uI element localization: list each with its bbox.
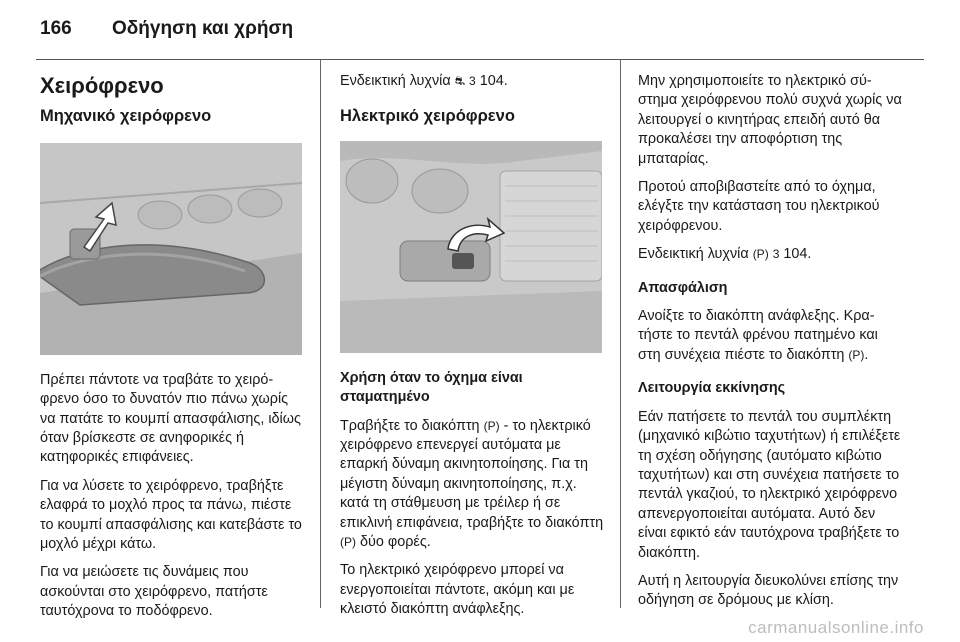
- paragraph: Τραβήξτε το διακόπτη (P) - το ηλεκτρικό χειρόφρενο επενεργεί αυτόματα με επαρκή δύναμη ακινητοποίησης. Για τη μέγιστη δύναμη ακινητοποίησης, π.χ. κατά τη στάθμευση με τρέιλερ ή σε επικλινή επιφάνεια, τραβήξτε το διακόπτη (P) δύο φορές.: [340, 417, 604, 551]
- indicator-lamp-reference: Ενδεικτική λυχνία (P) 3 104.: [638, 246, 812, 263]
- subheading-electric-brake: Ηλεκτρικό χειρόφρενο: [340, 107, 515, 126]
- paragraph: Πρέπει πάντοτε να τραβάτε το χειρόφρενο όσο το δυνατόν πιο πάνω χωρίς να πατάτε το κουμπί απασφάλισης, ιδίως όταν βρίσκεστε σε ανηφορικές ή κατηφορικές επιφάνειες.: [40, 371, 301, 466]
- paragraph: Ανοίξτε το διακόπτη ανάφλεξης. Κρατήστε το πεντάλ φρένου πατημένο και στη συνέχεια πιέστε το διακόπτη (P).: [638, 308, 878, 363]
- brake-lamp-icon: (P): [752, 247, 769, 262]
- column-1: [40, 62, 304, 631]
- column-3: [638, 62, 902, 620]
- paragraph: Προτού αποβιβαστείτε από το όχημα, ελέγξτε την κατάσταση του ηλεκτρικού χειρόφρενου.: [638, 179, 880, 234]
- section-heading-parking-brake: Χειρόφρενο: [40, 73, 164, 98]
- brake-switch-icon: (P): [340, 535, 356, 550]
- paragraph: Μην χρησιμοποιείτε το ηλεκτρικό σύστημα χειρόφρενου πολύ συχνά χωρίς να λειτουργεί ο κινητήρας επειδή αυτό θα προκαλέσει την αποφόρτιση της μπαταρίας.: [638, 73, 902, 167]
- page-ref-icon: 3: [469, 74, 476, 88]
- column-divider-2: [620, 60, 621, 608]
- electric-brake-figure: [340, 141, 602, 353]
- paragraph: Αυτή η λειτουργία διευκολύνει επίσης την οδήγηση σε δρόμους με κλίση.: [638, 572, 899, 609]
- paragraph: Για να μειώσετε τις δυνάμεις που ασκούνται στο χειρόφρενο, πατήστε ταυτόχρονα το ποδόφρενο.: [40, 564, 268, 620]
- page-title: Οδήγηση και χρήση: [112, 18, 294, 39]
- brake-switch-icon: [452, 253, 474, 269]
- brake-lamp-icon: ⛐: [454, 74, 466, 88]
- brake-switch-icon: (P): [848, 347, 865, 362]
- paragraph: Για να λύσετε το χειρόφρενο, τραβήξτε ελαφρά το μοχλό προς τα πάνω, πιέστε το κουμπί απασφάλισης και κατεβάστε το μοχλό μέχρι κάτω.: [40, 477, 302, 553]
- column-2: [340, 62, 604, 629]
- watermark: carmanualsonline.info: [748, 618, 924, 637]
- subheading-release: Απασφάλιση: [638, 279, 728, 296]
- indicator-lamp-reference: Ενδεικτική λυχνία ⛐ 3 104.: [340, 73, 508, 89]
- paragraph: Εάν πατήσετε το πεντάλ του συμπλέκτη (μηχανικό κιβώτιο ταχυτήτων) ή επιλέξετε τη σχέση οδήγησης (αυτόματο κιβώτιο ταχυτήτων) και στη συνέχεια πατήσετε το πεντάλ γκαζιού, το ηλεκτρικό χειρόφρενο απενεργοποιείται αυτόματα. Αυτό δεν είναι εφικτό εάν ταυτόχρονα τραβήξετε το διακόπτη.: [638, 408, 901, 561]
- subheading-manual-brake: Μηχανικό χειρόφρενο: [40, 107, 212, 126]
- manual-brake-figure: [40, 143, 302, 355]
- column-divider-1: [320, 60, 321, 608]
- brake-switch-icon: (P): [483, 418, 500, 433]
- paragraph: Το ηλεκτρικό χειρόφρενο μπορεί να ενεργοποιείται πάντοτε, ακόμη και με κλειστό διακόπτη ανάφλεξης.: [340, 562, 575, 618]
- subheading-drive-away: Λειτουργία εκκίνησης: [638, 380, 786, 397]
- header-rule: [36, 59, 924, 60]
- page-ref-icon: 3: [772, 247, 780, 262]
- page-number: 166: [40, 18, 72, 39]
- subheading-stationary-use: Χρήση όταν το όχημα είναι σταματημένο: [340, 369, 523, 406]
